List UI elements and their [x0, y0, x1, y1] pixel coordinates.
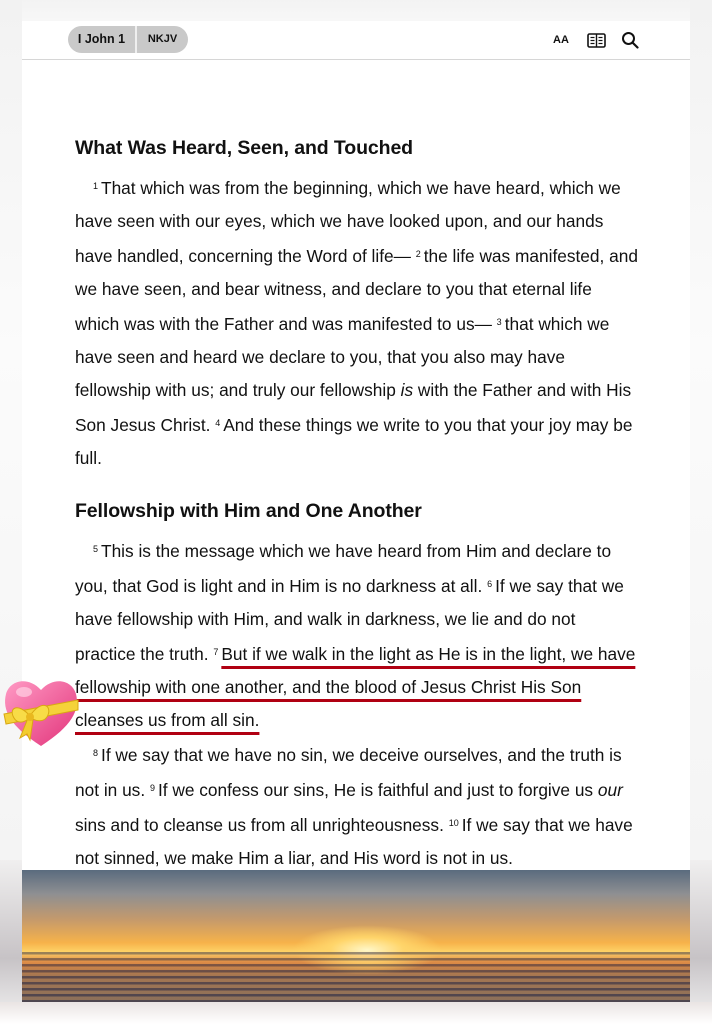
verse-number[interactable]: 1 [93, 181, 99, 191]
left-edge-lower [0, 860, 22, 1024]
font-size-label: AA [553, 34, 569, 46]
paragraph-3 [75, 737, 640, 875]
verse-text[interactable]: And these things we write to you that your joy may be full. [75, 415, 633, 468]
chapter-text [75, 128, 640, 875]
underlined-verse-text[interactable]: But if we walk in the light as He is in the light, we have fellowship with one another, and the blood of Jesus Christ His Son cleanses us from all sin. [75, 644, 636, 730]
reference-pill [68, 26, 188, 53]
paragraph-1 [75, 170, 640, 475]
verse-number[interactable]: 4 [215, 418, 221, 428]
verse-text[interactable]: the life was manifested, and we have seen, and bear witness, and declare to you that eternal life which was with the Father and was manifested to us— [75, 246, 638, 334]
verse-number[interactable]: 9 [149, 783, 155, 793]
bottom-edge [0, 1002, 712, 1024]
section-heading-2: Fellowship with Him and One Another [75, 500, 422, 522]
verse-italic-text[interactable]: is [400, 380, 414, 400]
verse-number[interactable]: 6 [487, 579, 493, 589]
verse-number[interactable]: 8 [93, 748, 99, 758]
heart-ribbon-icon [0, 670, 82, 752]
version-button[interactable]: NKJV [147, 33, 178, 45]
verse-text[interactable]: This is the message which we have heard from Him and declare to you, that God is light and in Him is no darkness at all. [75, 541, 612, 596]
verse-text[interactable]: If we say that we have no sin, we deceive ourselves, and the truth is not in us. [75, 745, 622, 800]
verse-text[interactable]: That which was from the beginning, which we have heard, which we have seen with our eyes, which we have looked upon, and our hands have handled, concerning the Word of life— [75, 178, 621, 266]
verse-text[interactable]: If we say that we have fellowship with Him, and walk in darkness, we lie and do not practice the truth. [75, 576, 624, 664]
paragraph-2 [75, 533, 640, 737]
reader-toolbar [22, 21, 690, 60]
verse-number[interactable]: 2 [415, 249, 421, 259]
right-edge [690, 0, 712, 870]
verse-text[interactable]: If we confess our sins, He is faithful and just to forgive us [157, 780, 598, 800]
ocean-waves [22, 952, 690, 1002]
verse-number[interactable]: 7 [213, 647, 219, 657]
sunset-photo [22, 870, 690, 1002]
verse-italic-text[interactable]: our [597, 780, 623, 800]
book-chapter-button[interactable]: I John 1 [77, 32, 126, 46]
verse-text[interactable]: If we say that we have not sinned, we make Him a liar, and His word is not in us. [75, 815, 633, 868]
verse-text[interactable]: that which we have seen and heard we declare to you, that you also may have fellowship with us; and truly our fellowship [75, 314, 610, 400]
verse-text[interactable]: sins and to cleanse us from all unrighteousness. [75, 815, 449, 835]
verse-number[interactable]: 10 [448, 818, 459, 828]
font-size-icon[interactable] [550, 30, 572, 50]
verse-number[interactable]: 3 [496, 317, 502, 327]
right-edge-lower [690, 860, 712, 1024]
search-icon[interactable] [619, 30, 641, 50]
verse-text[interactable]: with the Father and with His Son Jesus Christ. [75, 380, 632, 435]
verse-number[interactable]: 5 [93, 544, 99, 554]
reader-view-icon[interactable] [585, 30, 607, 50]
section-heading-1: What Was Heard, Seen, and Touched [75, 137, 413, 159]
